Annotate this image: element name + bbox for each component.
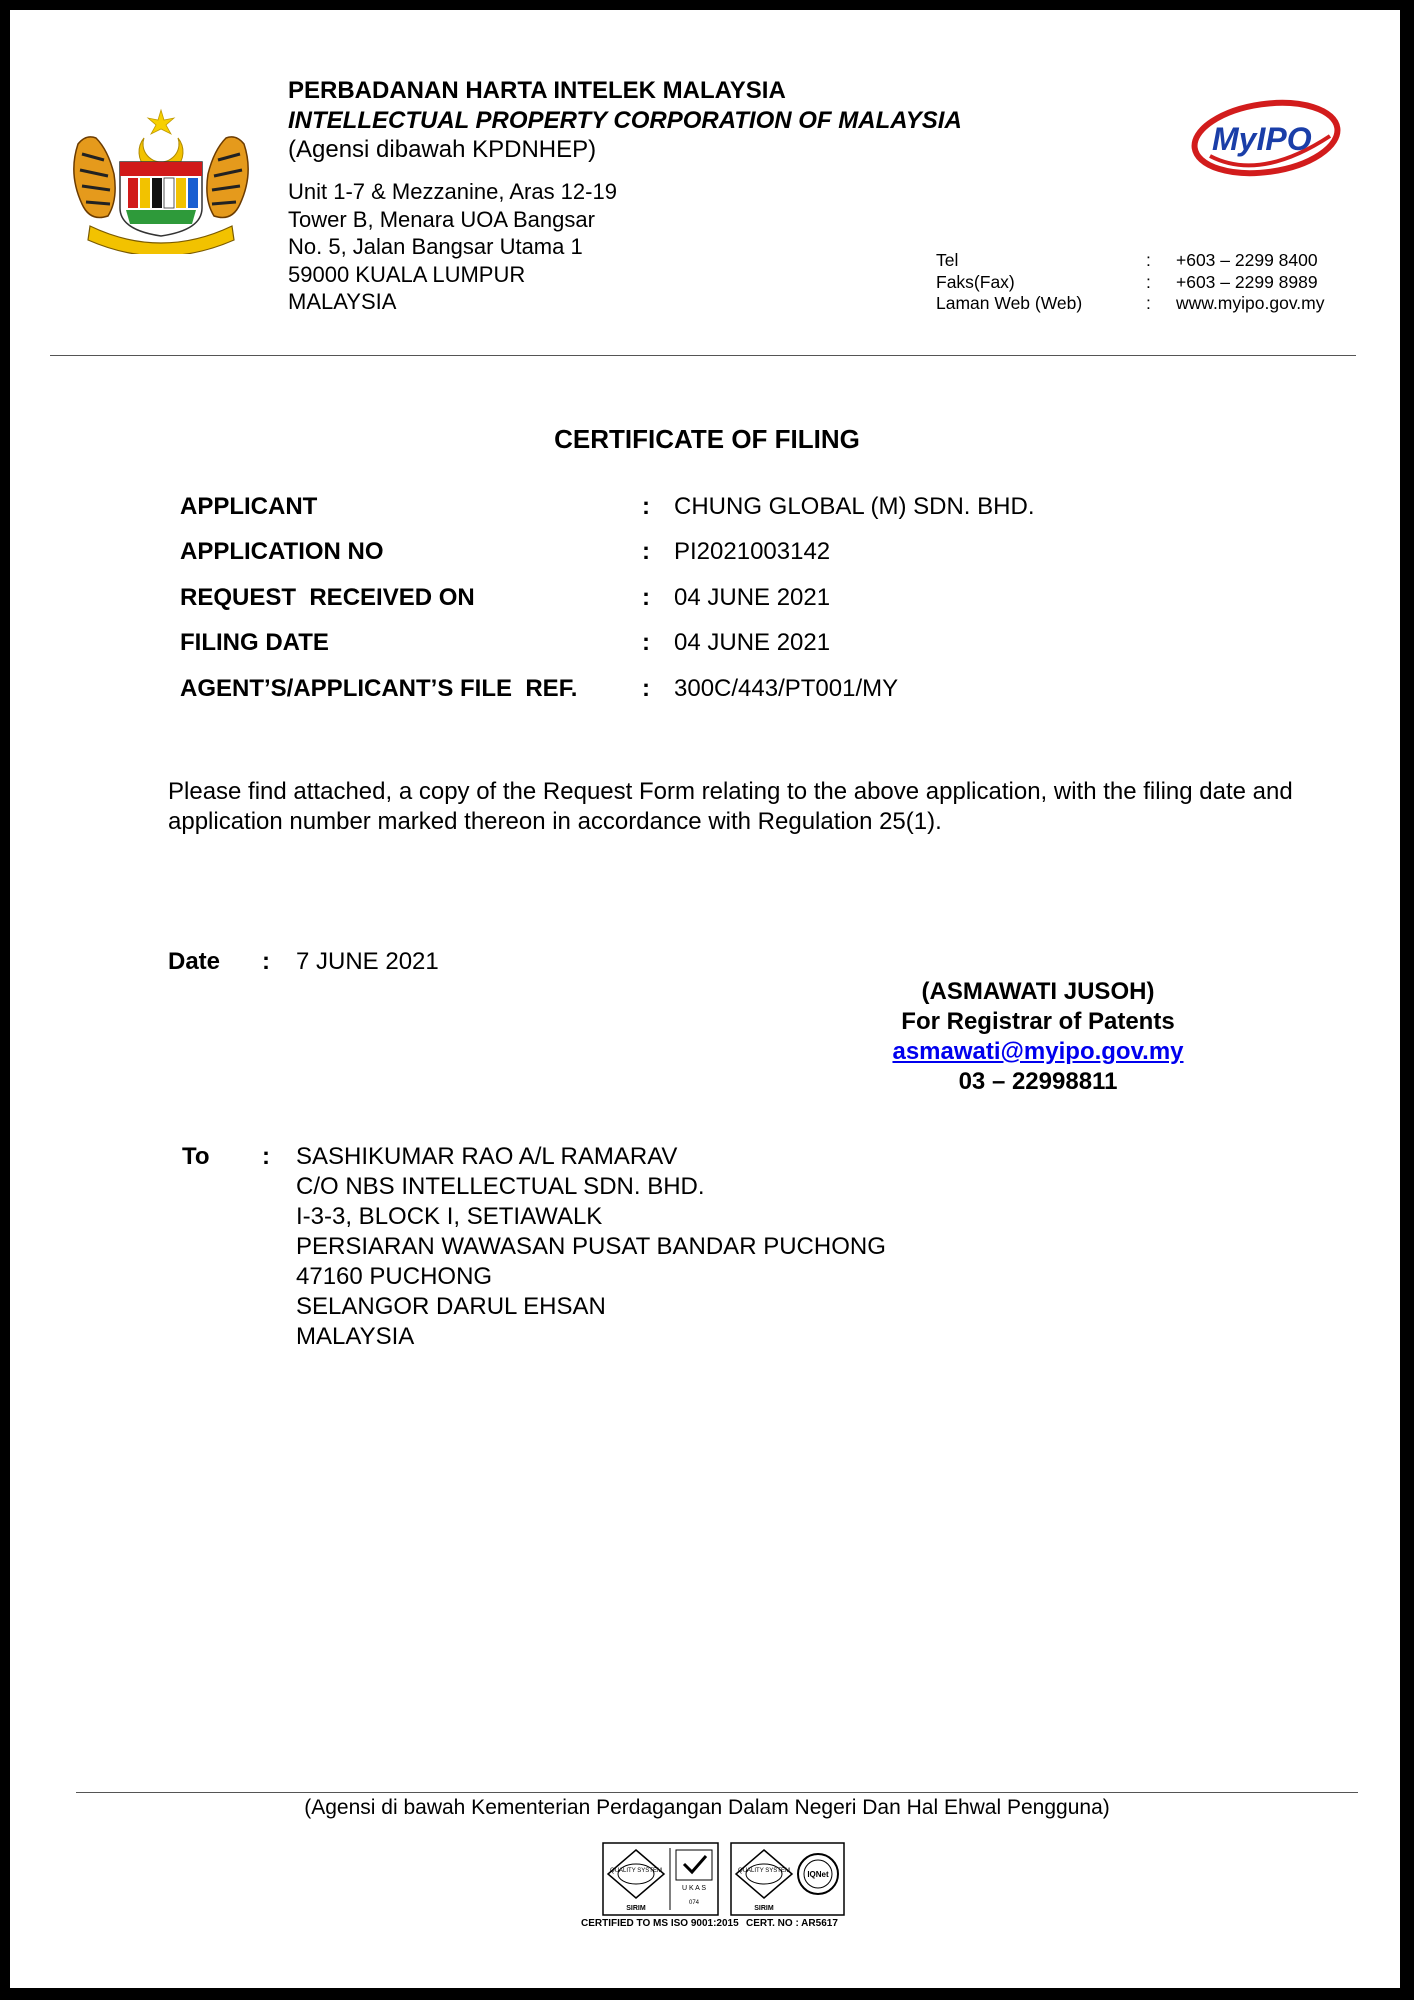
address-line: 59000 KUALA LUMPUR: [288, 261, 526, 287]
cert-iso-text: CERTIFIED TO MS ISO 9001:2015: [581, 1918, 739, 1929]
recipient-address: [296, 1142, 886, 1352]
field-separator: :: [642, 674, 650, 702]
address-line: Tower B, Menara UOA Bangsar: [288, 206, 595, 232]
field-label: FILING DATE: [180, 629, 329, 657]
contact-separator: :: [1146, 250, 1151, 270]
field-value: 300C/443/PT001/MY: [674, 674, 899, 702]
recipient-line: 47160 PUCHONG: [296, 1263, 493, 1290]
contact-row-tel: [936, 250, 1324, 272]
field-label: APPLICATION NO: [180, 538, 384, 566]
body-paragraph: Please find attached, a copy of the Request Form relating to the above application, with the filing date and application number marked thereon in accordance with Regulation 25(1).: [168, 778, 1293, 835]
document-title: CERTIFICATE OF FILING: [554, 424, 860, 454]
field-row-file-ref: [180, 666, 1034, 712]
signatory-phone: 03 – 22998811: [958, 1068, 1118, 1095]
to-separator: :: [262, 1143, 270, 1170]
website-link[interactable]: www.myipo.gov.my: [1176, 293, 1325, 313]
field-value: 04 JUNE 2021: [674, 629, 831, 657]
field-separator: :: [642, 492, 650, 520]
field-row-filing-date: [180, 621, 1034, 667]
address-line: Unit 1-7 & Mezzanine, Aras 12-19: [288, 179, 617, 204]
badge-ukas-number: 074: [688, 1900, 700, 1906]
contact-label: Laman Web (Web): [936, 293, 1083, 313]
address-line: No. 5, Jalan Bangsar Utama 1: [288, 234, 583, 259]
field-separator: :: [642, 583, 650, 611]
coat-of-arms-icon: [68, 104, 254, 254]
badge-ukas-text: U K A S: [681, 1885, 707, 1892]
field-value: CHUNG GLOBAL (M) SDN. BHD.: [674, 492, 1035, 520]
sirim-ukas-badge: [602, 1842, 719, 1916]
myipo-logo: [1190, 96, 1346, 182]
contact-label: Faks(Fax): [936, 271, 1015, 292]
agency-line: (Agensi dibawah KPDNHEP): [288, 136, 597, 163]
field-label: REQUEST RECEIVED ON: [180, 583, 475, 611]
footer-text: (Agensi di bawah Kementerian Perdagangan Dalam Negeri Dan Hal Ehwal Pengguna): [304, 1796, 1110, 1819]
sirim-iqnet-badge: [730, 1842, 845, 1916]
field-separator: :: [642, 629, 650, 657]
field-label: APPLICANT: [180, 492, 318, 520]
badge-quality-text: QUALITY SYSTEM: [738, 1868, 790, 1874]
field-label: AGENT’S/APPLICANT’S FILE REF.: [180, 674, 578, 702]
org-name-malay: PERBADANAN HARTA INTELEK MALAYSIA: [288, 77, 786, 104]
contact-row-fax: [936, 272, 1324, 294]
recipient-line: PERSIARAN WAWASAN PUSAT BANDAR PUCHONG: [296, 1233, 886, 1260]
recipient-line: MALAYSIA: [296, 1323, 415, 1350]
field-row-request-received: [180, 575, 1034, 621]
contact-value: +603 – 2299 8400: [1176, 250, 1318, 270]
date-label: Date: [168, 948, 221, 975]
signatory-block: [838, 977, 1238, 1097]
field-value: 04 JUNE 2021: [674, 583, 831, 611]
myipo-logo-text: MyIPO: [1212, 121, 1312, 157]
recipient-line: SASHIKUMAR RAO A/L RAMARAV: [296, 1143, 678, 1170]
contact-row-web: [936, 293, 1324, 315]
recipient-line: I-3-3, BLOCK I, SETIAWALK: [296, 1203, 603, 1230]
footer-divider: [76, 1792, 1358, 1793]
recipient-line: C/O NBS INTELLECTUAL SDN. BHD.: [296, 1173, 705, 1200]
field-separator: :: [642, 538, 650, 566]
signatory-email-link[interactable]: asmawati@myipo.gov.my: [892, 1038, 1184, 1065]
contact-separator: :: [1146, 293, 1151, 313]
badge-quality-text: QUALITY SYSTEM: [610, 1868, 662, 1874]
signatory-role: For Registrar of Patents: [901, 1008, 1175, 1035]
org-name-english: INTELLECTUAL PROPERTY CORPORATION OF MALAYSIA: [288, 107, 962, 134]
header-divider: [50, 355, 1356, 356]
to-label: To: [182, 1143, 210, 1170]
field-row-applicant: [180, 484, 1034, 530]
date-separator: :: [262, 948, 270, 975]
contact-value: +603 – 2299 8989: [1176, 271, 1318, 292]
badge-iqnet-text: IQNet: [807, 1870, 829, 1879]
cert-number-text: CERT. NO : AR5617: [746, 1918, 838, 1929]
header-address: [288, 178, 617, 316]
badge-sirim-text: SIRIM: [754, 1905, 774, 1912]
address-line: MALAYSIA: [288, 289, 397, 314]
field-value: PI2021003142: [674, 538, 831, 566]
signatory-name: (ASMAWATI JUSOH): [921, 978, 1155, 1005]
contact-separator: :: [1146, 271, 1151, 292]
filing-details: [180, 484, 1034, 712]
date-value: 7 JUNE 2021: [296, 948, 439, 975]
badge-sirim-text: SIRIM: [626, 1905, 646, 1912]
field-row-application-no: [180, 530, 1034, 576]
contact-label: Tel: [936, 250, 959, 270]
contact-block: [936, 250, 1324, 315]
recipient-line: SELANGOR DARUL EHSAN: [296, 1293, 606, 1320]
